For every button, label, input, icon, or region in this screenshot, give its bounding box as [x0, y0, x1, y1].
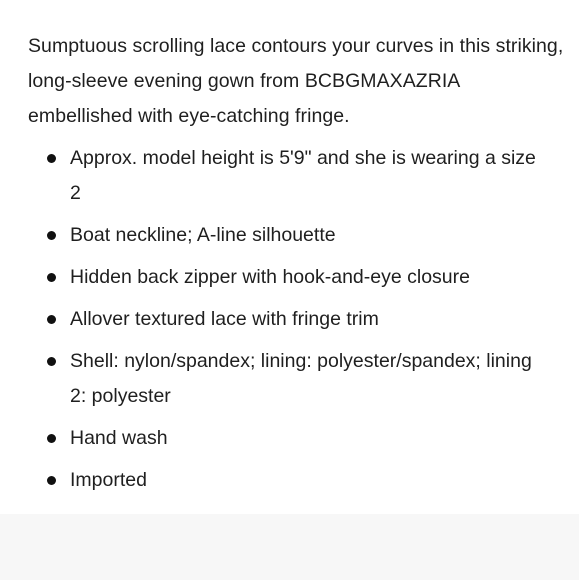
footer-band	[0, 514, 579, 580]
feature-text: Boat neckline; A-line silhouette	[70, 224, 336, 246]
description-intro: Sumptuous scrolling lace contours your curves in this striking, long-sleeve evening gown from BCBGMAXAZRIA embellished with eye-catching fringe.	[28, 35, 564, 127]
list-item	[0, 141, 579, 211]
bullet-icon	[47, 231, 56, 240]
feature-text: Allover textured lace with fringe trim	[70, 308, 379, 330]
feature-text: Shell: nylon/spandex; lining: polyester/spandex; lining 2: polyester	[70, 350, 532, 407]
list-item	[0, 463, 579, 498]
feature-text: Hand wash	[70, 427, 168, 449]
feature-text: Imported	[70, 469, 147, 491]
list-item	[0, 421, 579, 456]
list-item	[0, 218, 579, 253]
bullet-icon	[47, 357, 56, 366]
feature-list	[0, 141, 579, 505]
bullet-icon	[47, 434, 56, 443]
bullet-icon	[47, 315, 56, 324]
feature-text: Approx. model height is 5'9" and she is wearing a size 2	[70, 147, 536, 204]
feature-text: Hidden back zipper with hook-and-eye closure	[70, 266, 470, 288]
bullet-icon	[47, 154, 56, 163]
list-item	[0, 344, 579, 414]
list-item	[0, 302, 579, 337]
bullet-icon	[47, 273, 56, 282]
bullet-icon	[47, 476, 56, 485]
list-item	[0, 260, 579, 295]
